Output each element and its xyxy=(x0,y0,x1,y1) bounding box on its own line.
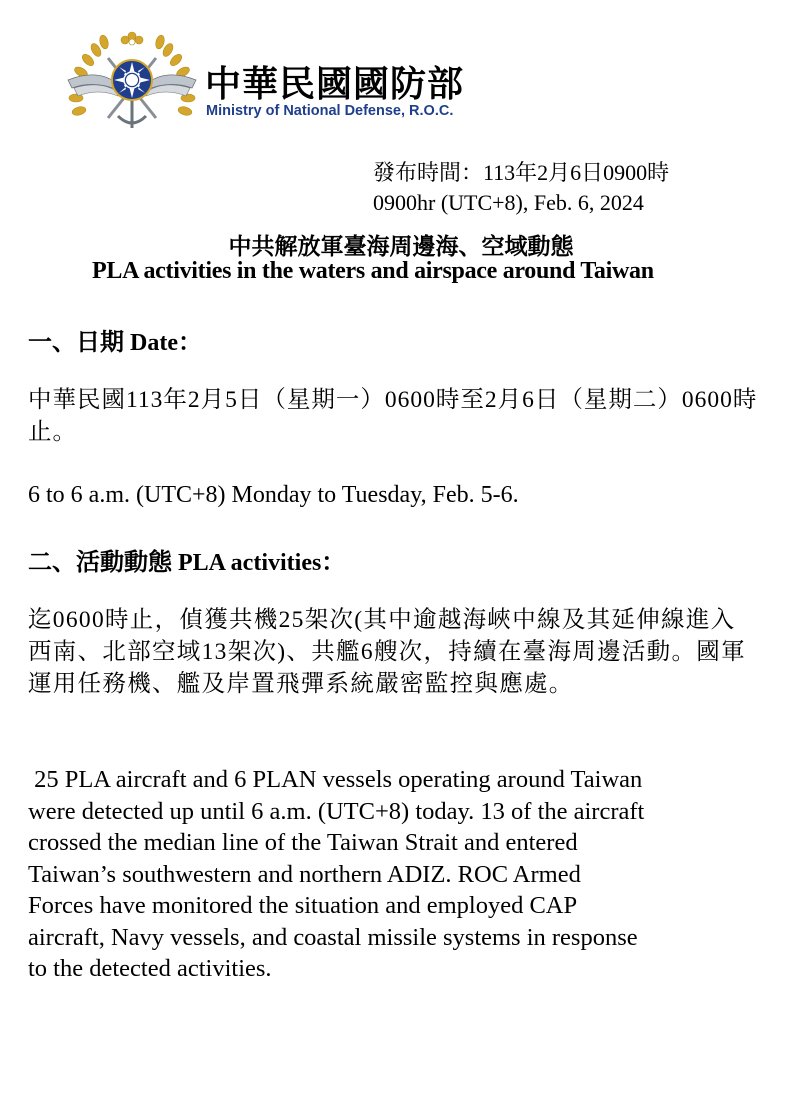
activities-en-line: were detected up until 6 a.m. (UTC+8) today. 13 of the aircraft xyxy=(28,797,645,825)
activities-en-line: aircraft, Navy vessels, and coastal missile systems in response xyxy=(28,923,638,951)
org-name-en: Ministry of National Defense, R.O.C. xyxy=(206,103,454,119)
activities-paragraph-en xyxy=(28,764,763,985)
activities-en-line: 25 PLA aircraft and 6 PLAN vessels operating around Taiwan xyxy=(28,766,643,793)
section-heading-activities: 二、活動動態 PLA activities： xyxy=(28,550,346,576)
activities-en-line: crossed the median line of the Taiwan Strait and entered xyxy=(28,829,578,856)
title-zh-text: 中共解放軍臺海周邊海、空域動態 xyxy=(228,234,574,259)
release-time-en: 0900hr (UTC+8), Feb. 6, 2024 xyxy=(373,190,644,215)
activities-en-line: Taiwan’s southwestern and northern ADIZ. ROC Armed xyxy=(28,860,581,888)
title-en: PLA activities in the waters and airspace around Taiwan xyxy=(92,258,654,284)
org-name-zh: 中華民國國防部 xyxy=(205,64,465,105)
release-time-zh: 發布時間：113年2月6日0900時 xyxy=(373,160,670,185)
activities-en-line: to the detected activities. xyxy=(28,955,272,982)
date-paragraph-en: 6 to 6 a.m. (UTC+8) Monday to Tuesday, Feb. 5-6. xyxy=(28,482,519,508)
date-paragraph-zh: 中華民國113年2月5日（星期一）0600時至2月6日（星期二）0600時止。 xyxy=(28,387,758,445)
mnd-emblem-icon xyxy=(58,28,206,138)
activities-en-line: Forces have monitored the situation and employed CAP xyxy=(28,892,578,919)
title-zh xyxy=(0,228,792,261)
activities-paragraph-zh: 迄0600時止，偵獲共機25架次(其中逾越海峽中線及其延伸線進入西南、北部空域13架次)、共艦6艘次，持續在臺海周邊活動。國軍運用任務機、艦及岸置飛彈系統嚴密監控與應處。 xyxy=(28,607,746,697)
section-heading-date: 一、日期 Date： xyxy=(28,330,202,356)
